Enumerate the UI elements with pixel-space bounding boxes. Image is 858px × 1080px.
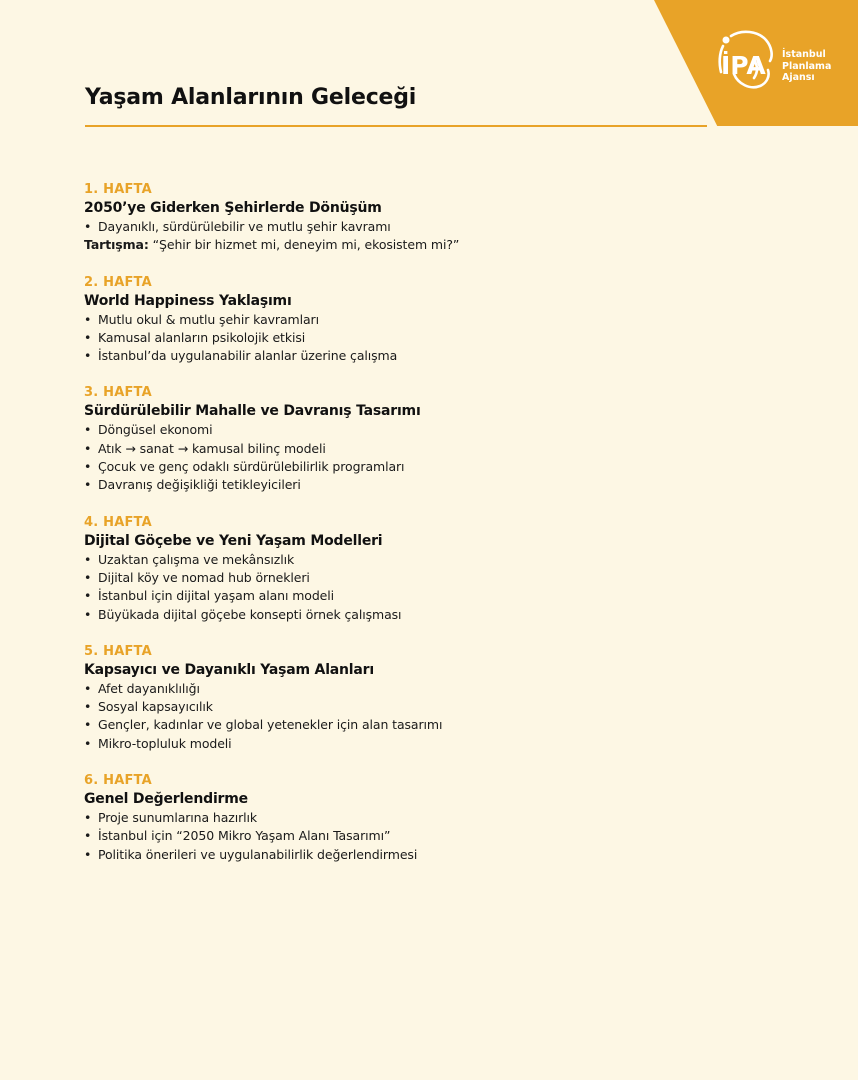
bullet-icon: •	[84, 348, 92, 364]
bullet-icon: •	[84, 846, 92, 862]
list-item-text: İstanbul’da uygulanabilir alanlar üzerine çalışma	[98, 348, 398, 364]
bullet-icon: •	[84, 717, 92, 733]
week-title: 2050’ye Giderken Şehirlerde Dönüşüm	[84, 200, 382, 216]
week-label: 5. HAFTA	[84, 643, 152, 659]
brand-line-2: Planlama	[782, 60, 832, 72]
list-item-text: Uzaktan çalışma ve mekânsızlık	[98, 551, 295, 567]
list-item	[84, 440, 784, 458]
list-item-text: Davranış değişikliği tetikleyicileri	[98, 477, 301, 493]
list-item-text: Dayanıklı, sürdürülebilir ve mutlu şehir kavramı	[98, 219, 391, 234]
week-topic-list	[84, 680, 784, 753]
title-divider	[85, 125, 707, 127]
week-topic-list	[84, 421, 784, 494]
list-item-text: Afet dayanıklılığı	[98, 680, 200, 696]
bullet-icon: •	[84, 569, 92, 585]
list-item	[84, 716, 784, 734]
week-section	[84, 383, 784, 494]
list-item	[84, 809, 784, 827]
list-item-text: Atık → sanat → kamusal bilinç modeli	[98, 440, 326, 456]
bullet-icon: •	[84, 459, 92, 475]
ipa-logo-icon	[714, 30, 774, 92]
week-label: 1. HAFTA	[84, 182, 152, 197]
week-topic-list	[84, 218, 784, 236]
week-section	[84, 642, 784, 753]
bullet-icon: •	[84, 606, 92, 622]
list-item	[84, 551, 784, 569]
bullet-icon: •	[84, 329, 92, 345]
discussion-text: “Şehir bir hizmet mi, deneyim mi, ekosistem mi?”	[148, 237, 460, 253]
svg-text:İPA: İPA	[721, 51, 766, 80]
bullet-icon: •	[84, 588, 92, 604]
discussion-line	[84, 236, 784, 254]
bullet-icon: •	[84, 219, 92, 234]
list-item-text: Proje sunumlarına hazırlık	[98, 810, 258, 826]
list-item-text: Gençler, kadınlar ve global yetenekler için alan tasarımı	[98, 717, 443, 733]
list-item-text: İstanbul için “2050 Mikro Yaşam Alanı Tasarımı”	[98, 828, 391, 844]
bullet-icon: •	[84, 828, 92, 844]
list-item-text: Mikro-topluluk modeli	[98, 735, 232, 751]
bullet-icon: •	[84, 311, 92, 327]
list-item	[84, 347, 784, 365]
week-title: Genel Değerlendirme	[84, 791, 248, 808]
list-item-text: Büyükada dijital göçebe konsepti örnek çalışması	[98, 606, 402, 622]
list-item	[84, 587, 784, 605]
list-item-text: Döngüsel ekonomi	[98, 422, 213, 438]
week-label: 2. HAFTA	[84, 274, 152, 290]
list-item-text: Kamusal alanların psikolojik etkisi	[98, 329, 306, 345]
list-item	[84, 606, 784, 624]
week-title: Sürdürülebilir Mahalle ve Davranış Tasarımı	[84, 403, 421, 420]
list-item	[84, 458, 784, 476]
list-item	[84, 421, 784, 439]
list-item	[84, 680, 784, 698]
week-label: 6. HAFTA	[84, 773, 152, 789]
list-item-text: Politika önerileri ve uygulanabilirlik değerlendirmesi	[98, 846, 418, 862]
list-item	[84, 218, 784, 236]
list-item	[84, 311, 784, 329]
week-topic-list	[84, 311, 784, 366]
list-item	[84, 476, 784, 494]
list-item	[84, 735, 784, 753]
list-item-text: Sosyal kapsayıcılık	[98, 699, 213, 715]
list-item-text: Mutlu okul & mutlu şehir kavramları	[98, 311, 319, 327]
week-section	[84, 180, 784, 255]
week-title: World Happiness Yaklaşımı	[84, 292, 292, 309]
list-item-text: İstanbul için dijital yaşam alanı modeli	[98, 588, 334, 604]
week-title: Kapsayıcı ve Dayanıklı Yaşam Alanları	[84, 661, 374, 678]
list-item	[84, 569, 784, 587]
week-section	[84, 771, 784, 864]
week-section	[84, 513, 784, 624]
brand-name	[782, 49, 831, 84]
week-label: 3. HAFTA	[84, 385, 152, 401]
week-section	[84, 273, 784, 366]
discussion-label: Tartışma:	[84, 237, 149, 253]
bullet-icon: •	[84, 680, 92, 696]
brand-line-3: Ajansı	[782, 72, 815, 83]
list-item	[84, 827, 784, 845]
week-title: Dijital Göçebe ve Yeni Yaşam Modelleri	[84, 532, 383, 549]
week-label: 4. HAFTA	[84, 514, 152, 530]
bullet-icon: •	[84, 477, 92, 493]
bullet-icon: •	[84, 810, 92, 826]
list-item	[84, 329, 784, 347]
bullet-icon: •	[84, 551, 92, 567]
week-topic-list	[84, 551, 784, 624]
bullet-icon: •	[84, 440, 92, 456]
list-item-text: Çocuk ve genç odaklı sürdürülebilirlik programları	[98, 459, 405, 475]
list-item	[84, 698, 784, 716]
week-list	[84, 180, 784, 882]
list-item-text: Dijital köy ve nomad hub örnekleri	[98, 569, 310, 585]
bullet-icon: •	[84, 699, 92, 715]
page-title: Yaşam Alanlarının Geleceği	[85, 85, 417, 110]
bullet-icon: •	[84, 735, 92, 751]
brand-line-1: İstanbul	[782, 49, 826, 60]
week-topic-list	[84, 809, 784, 864]
bullet-icon: •	[84, 422, 92, 438]
list-item	[84, 846, 784, 864]
